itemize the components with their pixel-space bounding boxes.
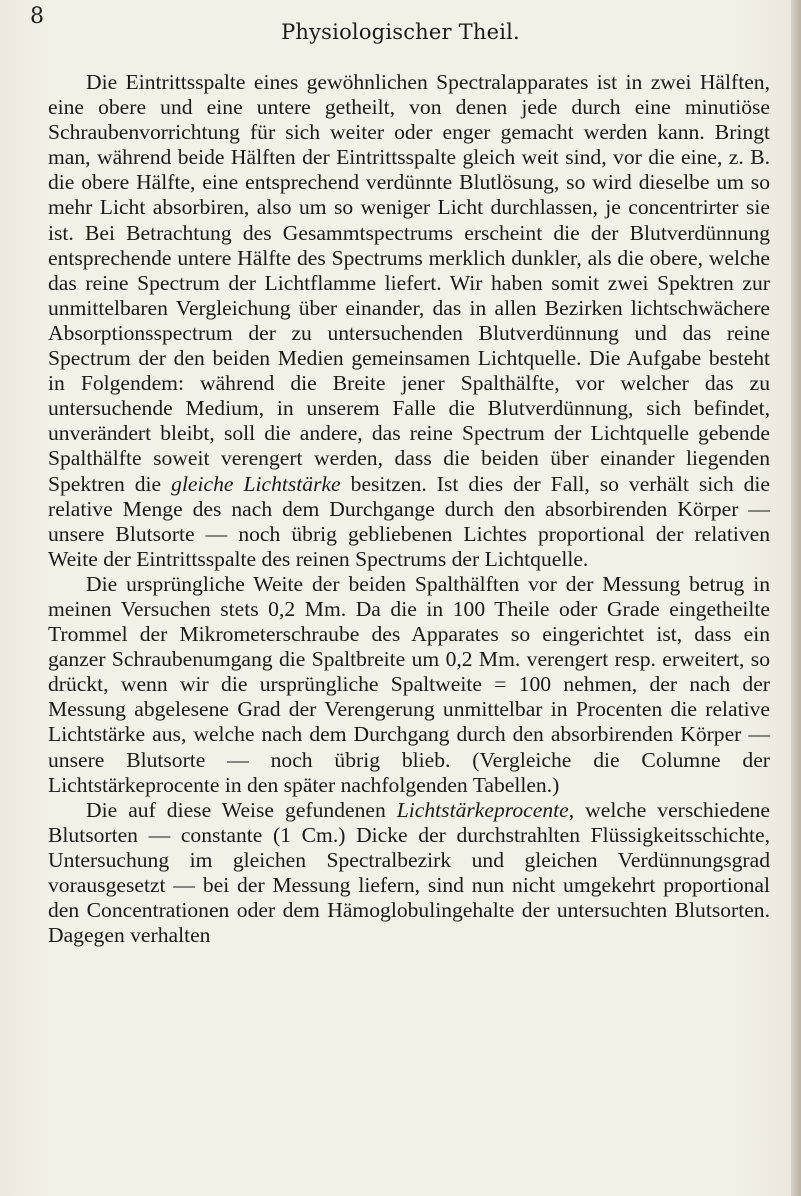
page-edge-shadow (791, 0, 801, 1196)
paragraph-1-text: Die Eintrittsspalte eines gewöhnlichen Spectralapparates ist in zwei Hälften, eine obere und eine untere getheilt, von denen jede durch eine minutiöse Schraubenvorrichtung für sich weiter oder enger gemacht werden kann. Bringt man, während beide Hälften der Eintrittsspalte gleich weit sind, vor die eine, z. B. die obere Hälfte, eine entsprechend verdünnte Blutlösung, so wird dieselbe um so mehr Licht absorbiren, also um so weniger Licht durchlassen, je concentrirter sie ist. Bei Betrachtung des Gesammtspectrums erscheint die der Blutverdünnung entsprechende untere Hälfte des Spectrums merklich dunkler, als die obere, welche das reine Spectrum der Lichtflamme liefert. Wir haben somit zwei Spektren zur unmittelbaren Vergleichung über einander, das in allen Bezirken lichtschwächere Absorptionsspectrum der zu untersuchenden Blutverdünnung und das reine Spectrum der den beiden Medien gemeinsamen Lichtquelle. Die Aufgabe besteht in Folgendem: während die Breite jener Spalthälfte, vor welcher das zu untersuchende Medium, in unserem Falle die Blutverdünnung, sich befindet, unverändert bleibt, soll die andere, das reine Spectrum der Lichtquelle gebende Spalthälfte soweit verengert werden, dass die beiden über einander liegenden Spektren die (48, 70, 770, 496)
running-title: Physiologischer Theil. (281, 20, 520, 44)
page-number: 8 (30, 4, 44, 29)
paragraph-3-emphasis: Lichtstärkeprocente (396, 797, 569, 822)
paragraph-2 (48, 572, 770, 798)
paragraph-1-text-after: besitzen. Ist dies der Fall, so verhält sich die relative Menge des nach dem Durchgange durch den absorbirenden Körper — unsere Blutsorte — noch übrig gebliebenen Lichtes proportional der relativen Weite der Eintrittsspalte des reinen Spectrums der Lichtquelle. (48, 471, 771, 571)
paragraph-3 (48, 798, 770, 949)
paragraph-2-text: Die ursprüngliche Weite der beiden Spalthälften vor der Messung betrug in meinen Versuchen stets 0,2 Mm. Da die in 100 Theile oder Grade eingetheilte Trommel der Mikrometerschraube des Apparates so eingerichtet ist, dass ein ganzer Schraubenumgang die Spaltbreite um 0,2 Mm. verengert resp. erweitert, so drückt, wenn wir die ursprüngliche Spaltweite = 100 nehmen, der nach der Messung abgelesene Grad der Verengerung unmittelbar in Procenten die relative Lichtstärke aus, welche nach dem Durchgang durch den absorbirenden Körper — unsere Blutsorte — noch übrig blieb. (Vergleiche die Columne der Lichtstärkeprocente in den später nachfolgenden Tabellen.) (48, 571, 770, 797)
body-text (48, 70, 770, 948)
paragraph-3-text-after: , welche verschiedene Blutsorten — constante (1 Cm.) Dicke der durchstrahlten Flüssigkeitsschichte, Untersuchung im gleichen Spectralbezirk und gleichen Verdünnungsgrad vorausgesetzt — bei der Messung liefern, sind nun nicht umgekehrt proportional den Concentrationen oder dem Hämoglobulingehalte der untersuchten Blutsorten. Dagegen verhalten (48, 797, 771, 948)
paragraph-1 (48, 70, 770, 572)
paragraph-3-text: Die auf diese Weise gefundenen (86, 797, 397, 822)
paragraph-1-emphasis: gleiche Lichtstärke (171, 471, 341, 496)
